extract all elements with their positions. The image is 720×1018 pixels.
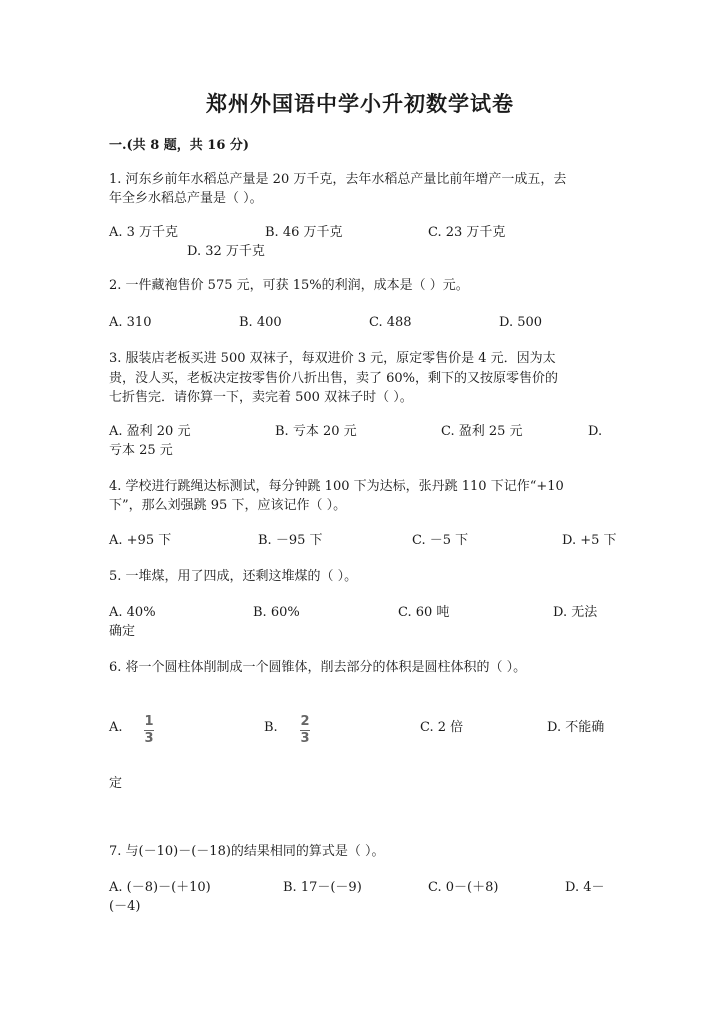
question-3-line-3: 七折售完．请你算一下，卖完着 500 双袜子时（ ）。 (109, 390, 413, 405)
question-3-option-b: B. 亏本 20 元 (275, 424, 357, 439)
question-3-option-c: C. 盈利 25 元 (441, 424, 523, 439)
question-7-option-d-text: (－4) (109, 899, 141, 914)
question-7-option-b: B. 17－(－9) (283, 880, 362, 895)
question-1-option-d: D. 32 万千克 (187, 244, 265, 259)
fraction-numerator: 2 (300, 714, 310, 729)
question-4-option-c: C. －5 下 (412, 533, 469, 548)
question-3-option-d: D. (588, 424, 603, 439)
question-6-option-d-text: 定 (109, 776, 123, 791)
question-2-line-1: 2. 一件藏袍售价 575 元，可获 15%的利润，成本是（ ）元。 (109, 278, 469, 293)
question-6-line-1: 6. 将一个圆柱体削制成一个圆锥体，削去部分的体积是圆柱体积的（ ）。 (109, 660, 527, 675)
question-2-option-d: D. 500 (499, 315, 543, 330)
question-6-option-a-label: A. (109, 720, 123, 735)
question-4-option-d: D. +5 下 (562, 533, 617, 548)
section-header: 一.(共 8 题，共 16 分) (109, 138, 250, 153)
question-7-option-d: D. 4－ (565, 880, 605, 895)
question-1-option-b: B. 46 万千克 (265, 225, 343, 240)
question-5-option-d: D. 无法 (553, 605, 598, 620)
question-4-option-b: B. －95 下 (258, 533, 323, 548)
fraction-denominator: 3 (144, 731, 154, 746)
question-7-option-a: A. (－8)－(＋10) (109, 880, 211, 895)
fraction-denominator: 3 (300, 731, 310, 746)
question-6-option-a-fraction (144, 715, 154, 746)
question-3-option-a: A. 盈利 20 元 (109, 424, 191, 439)
question-3-line-2: 贵，没人买，老板决定按零售价八折出售，卖了 60%，剩下的又按原零售价的 (109, 371, 559, 386)
question-4-line-1: 4. 学校进行跳绳达标测试，每分钟跳 100 下为达标，张丹跳 110 下记作“+10 (109, 479, 564, 494)
question-6-option-c: C. 2 倍 (420, 720, 464, 735)
question-7-option-c: C. 0－(＋8) (428, 880, 499, 895)
question-2-option-a: A. 310 (109, 315, 152, 330)
question-5-line-1: 5. 一堆煤，用了四成，还剩这堆煤的（ ）。 (109, 569, 358, 584)
fraction-numerator: 1 (144, 714, 154, 729)
question-6-option-b-label: B. (264, 720, 278, 735)
question-5-option-a: A. 40% (109, 605, 156, 620)
question-1-option-a: A. 3 万千克 (109, 225, 179, 240)
question-4-option-a: A. +95 下 (109, 533, 172, 548)
question-4-line-2: 下”，那么刘强跳 95 下，应该记作（ ）。 (109, 498, 347, 513)
question-1-line-2: 年全乡水稻总产量是（ ）。 (109, 191, 263, 206)
question-7-line-1: 7. 与(－10)－(－18)的结果相同的算式是（ ）。 (109, 844, 385, 859)
question-6-option-b-fraction (300, 715, 310, 746)
question-1-option-c: C. 23 万千克 (428, 225, 506, 240)
question-3-option-d-text: 亏本 25 元 (109, 443, 173, 458)
question-5-option-c: C. 60 吨 (398, 605, 450, 620)
question-5-option-b: B. 60% (253, 605, 300, 620)
page-title: 郑州外国语中学小升初数学试卷 (206, 91, 514, 116)
question-3-line-1: 3. 服装店老板买进 500 双袜子，每双进价 3 元，原定零售价是 4 元．因为太 (109, 351, 556, 366)
question-1-line-1: 1. 河东乡前年水稻总产量是 20 万千克，去年水稻总产量比前年增产一成五，去 (109, 172, 567, 187)
question-2-option-b: B. 400 (239, 315, 282, 330)
question-2-option-c: C. 488 (369, 315, 412, 330)
question-6-option-d: D. 不能确 (547, 720, 605, 735)
question-5-option-d-text: 确定 (109, 624, 136, 639)
